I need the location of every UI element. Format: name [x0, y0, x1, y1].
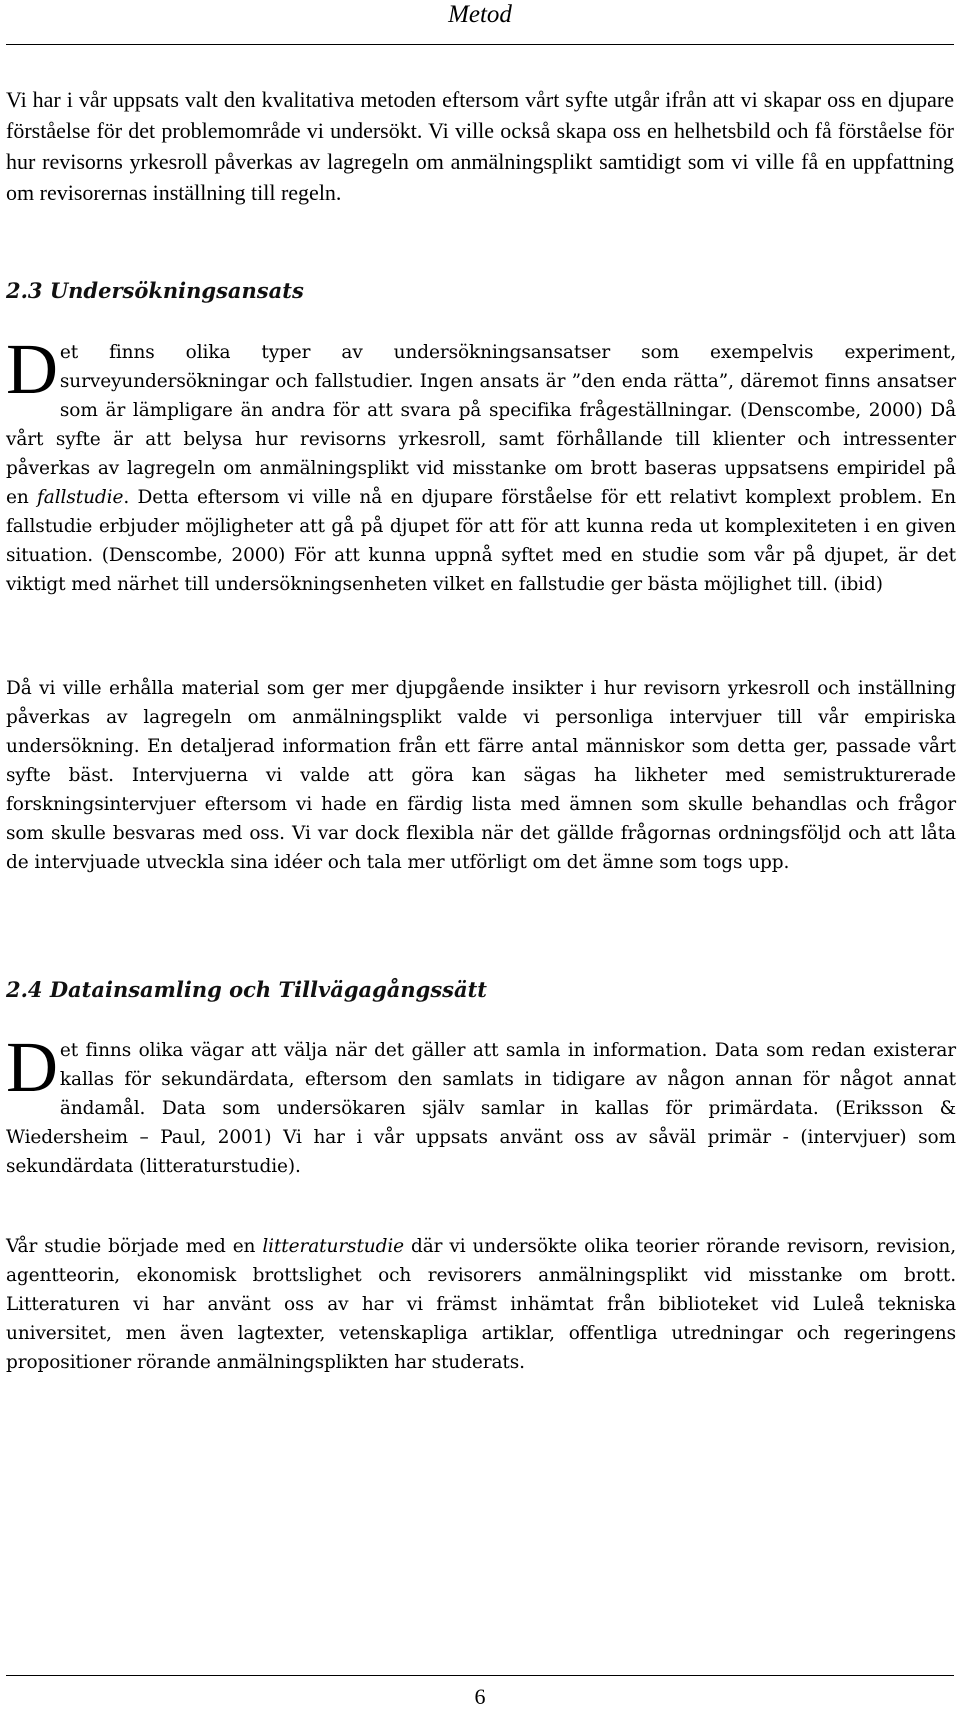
paragraph-text-continued: . Detta eftersom vi ville nå en djupare förståelse för ett relativt komplext problem. En fallstudie erbjuder möjligheter att gå på djupet för att för att kunna reda ut komplexiteten i en given situation. (Denscombe, 2000) För att kunna uppnå syftet med en studie som vår på djupet, är det viktigt med närhet till undersökningsenheten vilket en fallstudie ger bästa möjlighet till. (ibid): [6, 487, 956, 595]
section-heading-2-4: 2.4 Datainsamling och Tillvägagångssätt: [6, 977, 488, 1002]
section-2-4-paragraph-1: [6, 1027, 956, 1181]
section-2-3-paragraph-2: [6, 674, 956, 877]
paragraph-text: et finns olika typer av undersökningsansatser som exempelvis experiment, surveyundersökningar och fallstudier. Ingen ansats är ”den enda rätta”, däremot finns ansatser som är lämpligare än andra för att svara på specifika frågeställningar. (Denscombe, 2000) Då vårt syfte är att belysa hur revisorns yrkesroll, samt förhållande till klienter och intressenter påverkas av lagregeln om anmälningsplikt vid misstanke om brott baseras uppsatsens empiridel på en: [6, 342, 956, 508]
emphasis-fallstudie: fallstudie: [37, 487, 124, 508]
page-number: 6: [474, 1684, 486, 1709]
section-heading-2-3: 2.3 Undersökningsansats: [6, 278, 304, 303]
footer-divider: [6, 1675, 954, 1676]
emphasis-litteraturstudie: litteraturstudie: [262, 1236, 405, 1257]
paragraph-text: Vår studie började med en: [6, 1236, 263, 1257]
running-header: Metod: [448, 1, 512, 28]
drop-cap: D: [6, 1027, 58, 1107]
paragraph-text: Då vi ville erhålla material som ger mer djupgående insikter i hur revisorn yrkesroll och inställning påverkas av lagregeln om anmälningsplikt valde vi personliga intervjuer till vår empiriska undersökning. En detaljerad information från ett färre antal människor som detta ger, passade vårt syfte bäst. Intervjuerna vi valde att göra kan sägas ha likheter med semistrukturerade forskningsintervjuer eftersom vi hade en färdig lista med ämnen som skulle behandlas och frågor som skulle besvaras med oss. Vi var dock flexibla när det gällde frågornas ordningsföljd och att låta de intervjuade utveckla sina idéer och tala mer utförligt om det ämne som togs upp.: [6, 678, 956, 873]
paragraph-text-continued: där vi undersökte olika teorier rörande revisorn, revision, agentteorin, ekonomisk brottslighet och revisorers anmälningsplikt vid misstanke om brott. Litteraturen vi har använt oss av har vi främst inhämtat från biblioteket vid Luleå tekniska universitet, men även lagtexter, vetenskapliga artiklar, offentliga utredningar och regeringens propositioner rörande anmälningsplikten har studerats.: [6, 1236, 956, 1373]
section-2-3-paragraph-1: [6, 329, 956, 599]
intro-paragraph: Vi har i vår uppsats valt den kvalitativa metoden eftersom vårt syfte utgår ifrån att vi skapar oss en djupare förståelse för det problemområde vi undersökt. Vi ville också skapa oss en helhetsbild och få förståelse för hur revisorns yrkesroll påverkas av lagregeln om anmälningsplikt samtidigt som vi ville få en uppfattning om revisorernas inställning till regeln.: [6, 87, 954, 205]
paragraph-text: et finns olika vägar att välja när det gäller att samla in information. Data som redan existerar kallas för sekundärdata, eftersom den samlats in tidigare av någon annan för något annat ändamål. Data som undersökaren själv samlar in kallas för primärdata. (Eriksson & Wiedersheim – Paul, 2001) Vi har i vår uppsats använt oss av såväl primär - (intervjuer) som sekundärdata (litteraturstudie).: [6, 1040, 956, 1177]
drop-cap: D: [6, 329, 58, 409]
header-divider: [6, 44, 954, 45]
section-2-4-paragraph-2: [6, 1232, 956, 1377]
